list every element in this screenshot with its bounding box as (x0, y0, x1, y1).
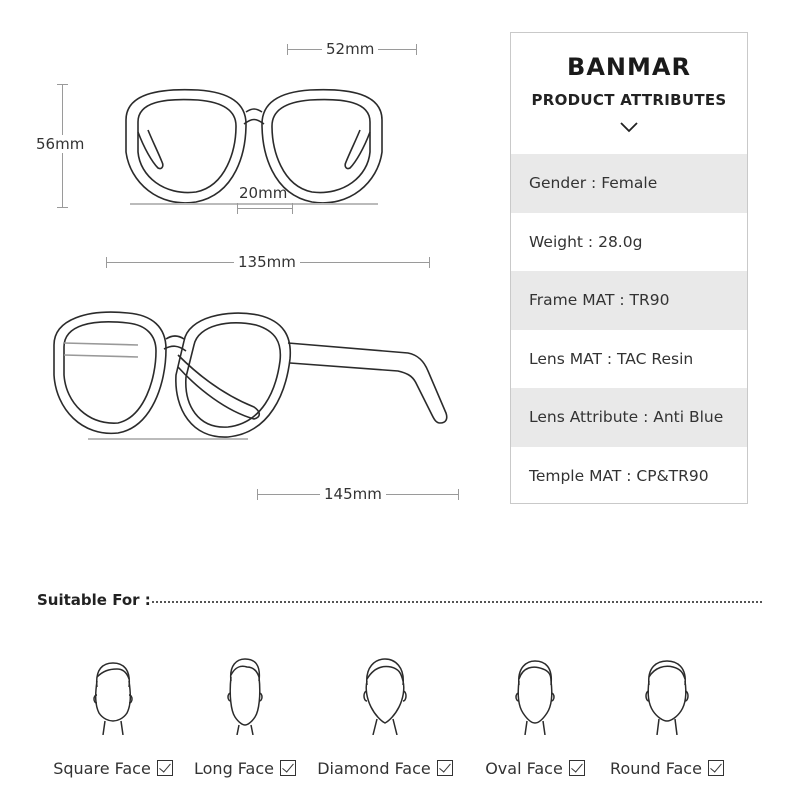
glasses-side-view (48, 305, 458, 445)
attribute-temple-material: Temple MAT : CP&TR90 (529, 466, 709, 485)
chevron-down-icon (620, 121, 638, 133)
checkmark-icon (569, 760, 585, 776)
attribute-frame-material: Frame MAT : TR90 (511, 271, 747, 330)
face-type-round-label: Round Face (610, 759, 702, 778)
face-type-square-label: Square Face (53, 759, 151, 778)
dotted-divider (152, 601, 762, 603)
face-type-long-label: Long Face (194, 759, 274, 778)
suitable-for-label: Suitable For : (37, 591, 151, 609)
attribute-lens-material: Lens MAT : TAC Resin (529, 349, 694, 368)
diamond-face-icon (355, 655, 415, 735)
product-attributes-panel (510, 32, 748, 504)
panel-title: PRODUCT ATTRIBUTES (531, 91, 727, 109)
face-type-oval (460, 655, 610, 785)
dimension-bridge (235, 184, 295, 214)
dimension-lens-height-label: 56mm (32, 135, 88, 153)
square-face-icon (83, 655, 143, 735)
attribute-lens-attribute: Lens Attribute : Anti Blue (511, 388, 747, 447)
dimension-lens-width-label: 52mm (322, 40, 378, 58)
attribute-gender: Gender : Female (511, 154, 747, 213)
face-type-diamond (310, 655, 460, 785)
dimension-temple-length-label: 145mm (320, 485, 386, 503)
round-face-icon (637, 655, 697, 735)
dimension-frame-width (106, 253, 430, 273)
dimension-frame-width-label: 135mm (234, 253, 300, 271)
face-type-long (170, 655, 320, 785)
face-type-oval-label: Oval Face (485, 759, 563, 778)
checkmark-icon (280, 760, 296, 776)
dimension-lens-width (287, 40, 417, 60)
long-face-icon (215, 655, 275, 735)
checkmark-icon (437, 760, 453, 776)
dimension-bridge-label: 20mm (239, 184, 288, 202)
oval-face-icon (505, 655, 565, 735)
face-type-diamond-label: Diamond Face (317, 759, 431, 778)
face-type-round (592, 655, 742, 785)
brand-logo: BANMAR (567, 53, 691, 81)
attribute-weight: Weight : 28.0g (529, 232, 643, 251)
face-type-square (38, 655, 188, 785)
dimension-lens-height (30, 84, 90, 208)
attribute-list (511, 154, 747, 505)
checkmark-icon (708, 760, 724, 776)
dimension-temple-length (257, 485, 459, 505)
